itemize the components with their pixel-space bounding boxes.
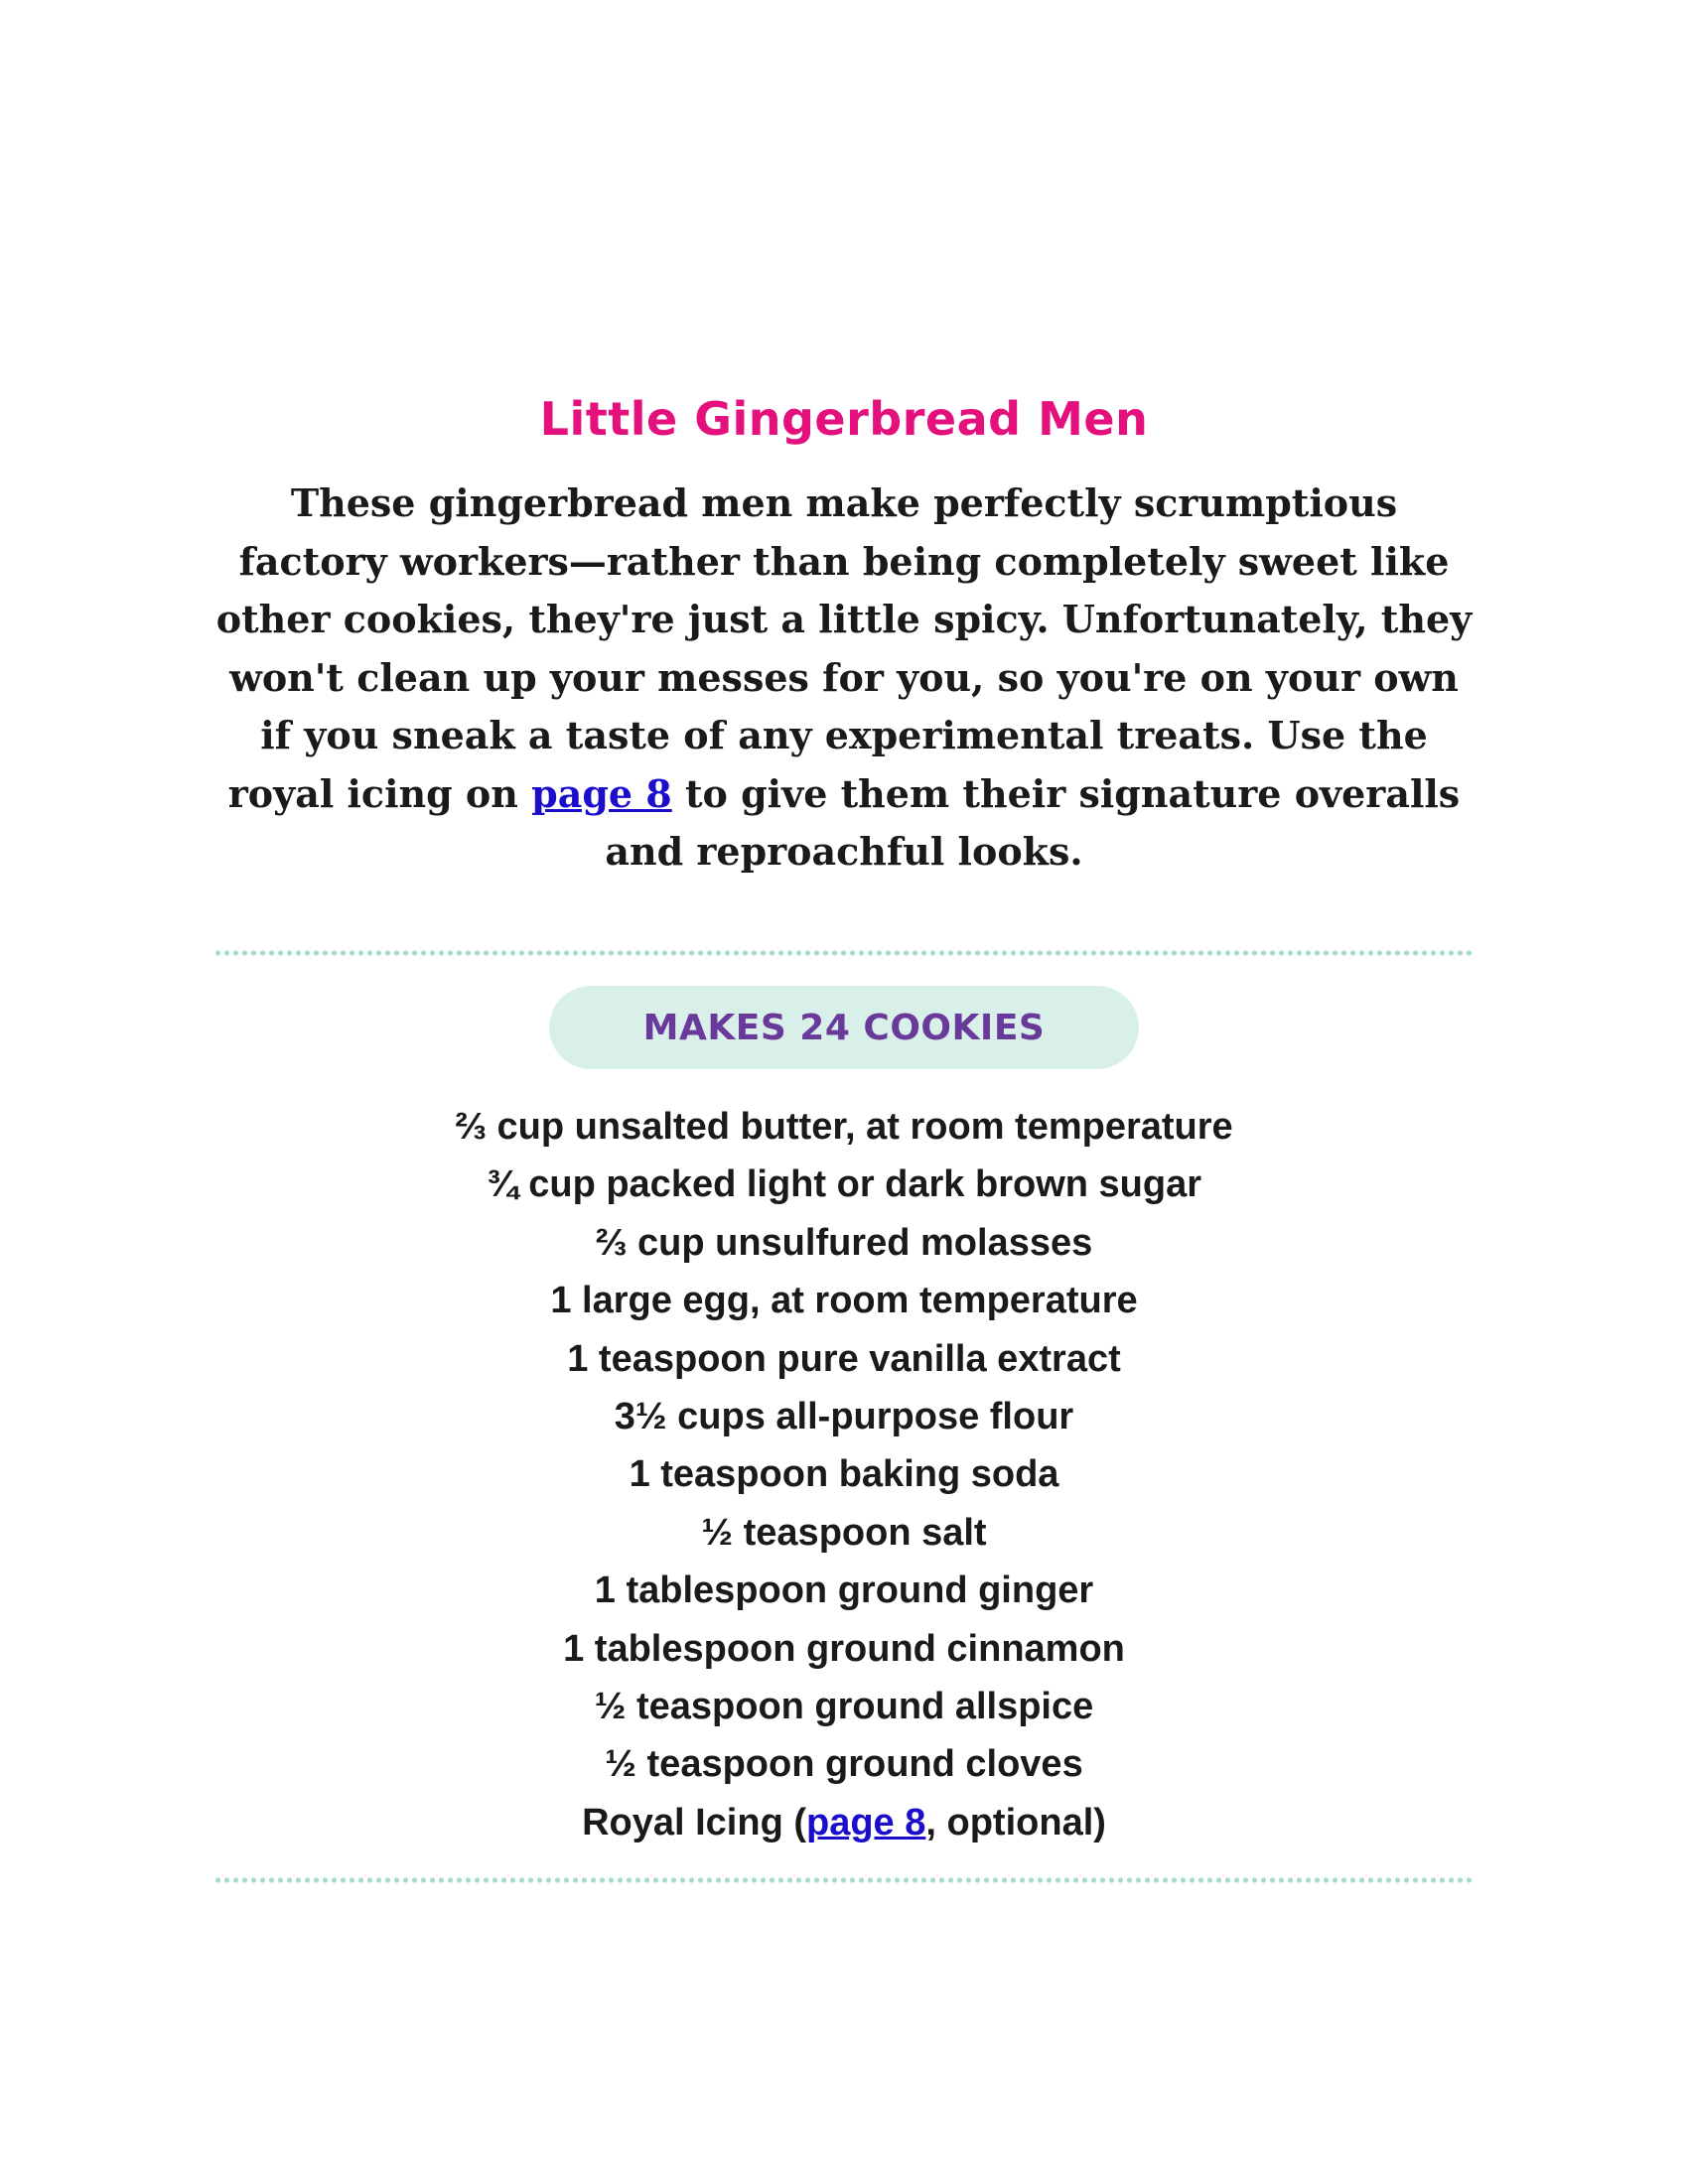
ingredient-item: ⅔ cup unsalted butter, at room temperature	[455, 1106, 1233, 1148]
yield-badge	[549, 986, 1139, 1069]
recipe-title-text: Little Gingerbread Men	[539, 392, 1149, 446]
intro-text-before: These gingerbread men make perfectly scrumptious factory workers—rather than being completely sweet like other cookies, they're just a little spicy. Unfortunately, they won't clean up your messes for you, so you're on your own if you sneak a taste of any experimental treats. Use the royal icing on	[215, 480, 1473, 816]
ingredient-item: 1 teaspoon pure vanilla extract	[567, 1337, 1121, 1380]
ingredient-item: 1 teaspoon baking soda	[629, 1453, 1059, 1496]
ingredient-item: 3½ cups all-purpose flour	[614, 1396, 1074, 1438]
ingredient-item: 1 tablespoon ground cinnamon	[563, 1627, 1125, 1670]
recipe-intro	[213, 475, 1475, 882]
intro-page-link[interactable]: page 8	[531, 770, 672, 816]
ingredient-item: 1 tablespoon ground ginger	[594, 1570, 1094, 1612]
royal-icing-text-before: Royal Icing (	[582, 1801, 806, 1843]
dotted-divider-bottom	[213, 1876, 1475, 1884]
intro-text-after: to give them their signature overalls and reproachful looks.	[605, 770, 1461, 874]
yield-text: MAKES 24 COOKIES	[642, 1007, 1046, 1048]
ingredient-item: ⅔ cup unsulfured molasses	[595, 1221, 1093, 1264]
recipe-title	[0, 389, 1688, 449]
ingredient-item: ½ teaspoon ground allspice	[594, 1686, 1094, 1728]
ingredient-list	[0, 1098, 1688, 1851]
ingredient-item: ½ teaspoon ground cloves	[605, 1743, 1083, 1786]
ingredient-item: ¾ cup packed light or dark brown sugar	[486, 1163, 1202, 1206]
royal-icing-text-after: , optional)	[925, 1801, 1106, 1843]
ingredient-item-royal-icing	[0, 1794, 1688, 1851]
dotted-divider-top	[213, 949, 1475, 957]
ingredient-item: 1 large egg, at room temperature	[550, 1280, 1138, 1322]
ingredient-item: ½ teaspoon salt	[701, 1511, 987, 1554]
royal-icing-page-link[interactable]: page 8	[806, 1801, 926, 1843]
